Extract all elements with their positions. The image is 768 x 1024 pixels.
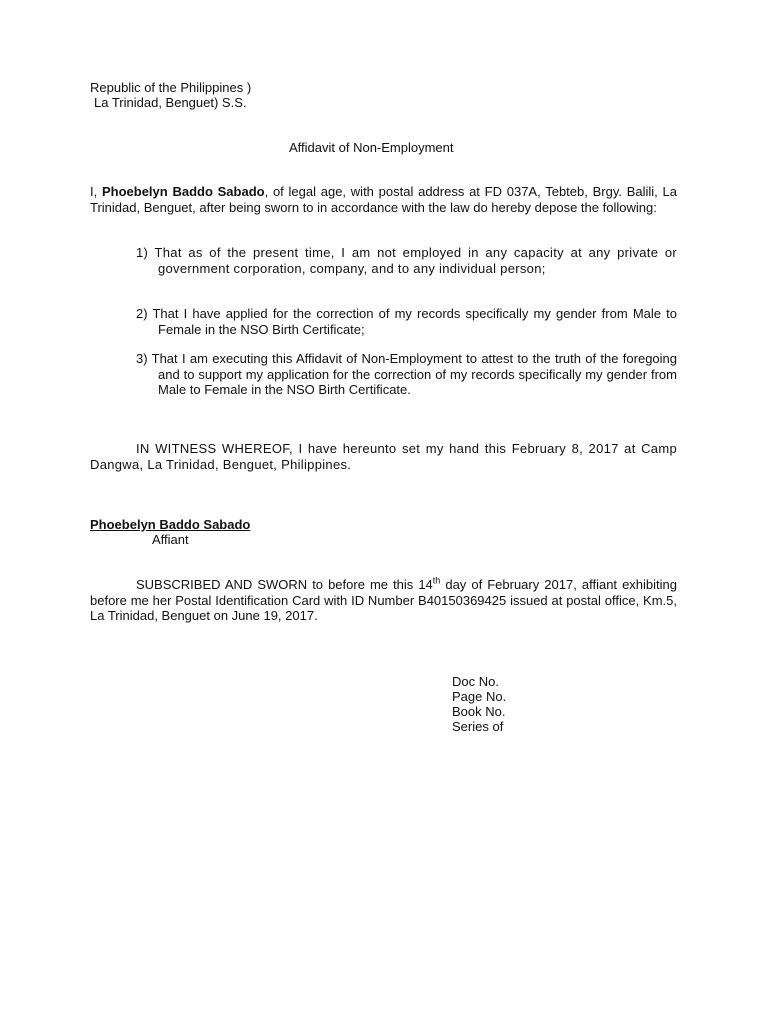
deposition-item-1: 1) That as of the present time, I am not employed in any capacity at any private or government corporation, company, and to any individual person; [136, 245, 677, 276]
venue-line-2: La Trinidad, Benguet) S.S. [94, 95, 247, 110]
intro-text: , of legal age, with postal address at FD 037A, Tebteb, Brgy. Balili, La Trinidad, Benguet, after being sworn to in accordance with the law do hereby depose the following: [90, 184, 677, 215]
document-title: Affidavit of Non-Employment [289, 140, 454, 155]
deposition-item-3: 3) That I am executing this Affidavit of Non-Employment to attest to the truth of the foregoing and to support my application for the correction of my records specifically my gender from Male to Female in the NSO Birth Certificate. [136, 351, 677, 397]
jurat-ordinal-suffix: th [432, 575, 441, 586]
intro-prefix: I, [90, 184, 102, 199]
jurat-text-before: SUBSCRIBED AND SWORN to before me this 14 [136, 577, 433, 592]
series-of-field: Series of [452, 719, 504, 734]
witness-paragraph: IN WITNESS WHEREOF, I have hereunto set my hand this February 8, 2017 at Camp Dangwa, La Trinidad, Benguet, Philippines. [90, 441, 677, 472]
affiant-name-intro: Phoebelyn Baddo Sabado [101, 184, 265, 199]
book-no-field: Book No. [452, 704, 506, 719]
venue-line-1: Republic of the Philippines ) [90, 80, 252, 95]
signature-name: Phoebelyn Baddo Sabado [90, 517, 251, 532]
intro-paragraph [90, 184, 677, 215]
signature-role: Affiant [152, 532, 189, 547]
jurat-paragraph [90, 577, 677, 624]
deposition-item-2: 2) That I have applied for the correction of my records specifically my gender from Male to Female in the NSO Birth Certificate; [136, 306, 677, 337]
page-no-field: Page No. [452, 689, 507, 704]
doc-no-field: Doc No. [452, 674, 499, 689]
jurat-text-after: day of February 2017, affiant exhibiting before me her Postal Identification Card with ID Number B40150369425 issued at postal office, Km.5, La Trinidad, Benguet on June 19, 2017. [90, 577, 677, 623]
